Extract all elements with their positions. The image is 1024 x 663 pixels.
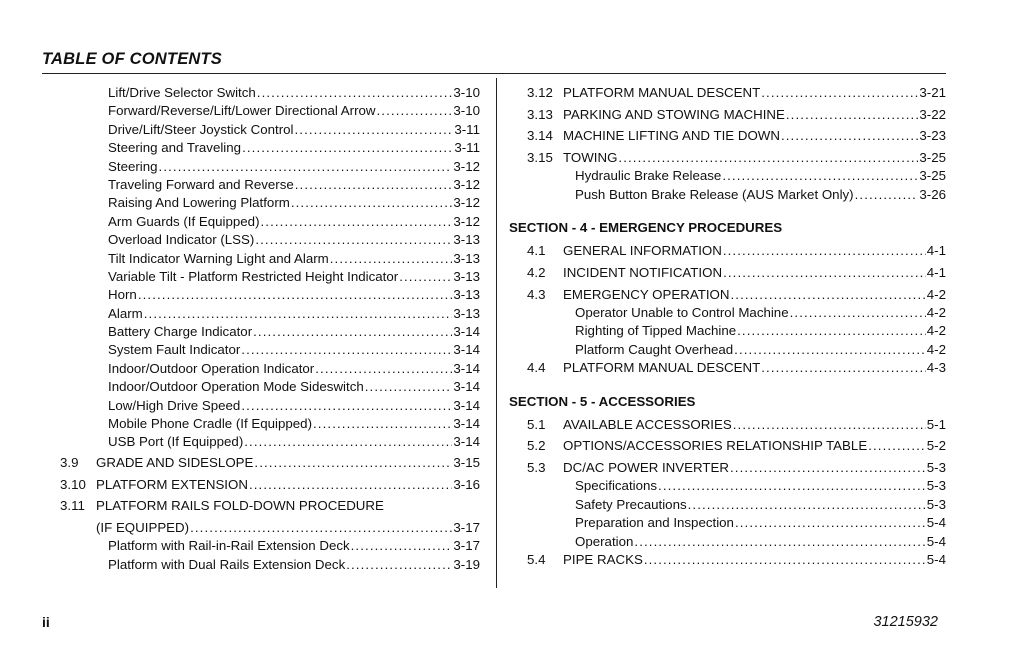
toc-entry[interactable] [60, 360, 480, 378]
toc-entry-page: 4-1 [926, 243, 946, 259]
toc-entry[interactable] [60, 454, 480, 472]
toc-entry-page: 3-16 [453, 476, 480, 492]
toc-entry-page: 3-14 [453, 397, 480, 413]
toc-entry-title: PLATFORM MANUAL DESCENT [563, 85, 761, 100]
toc-entry-number: 4.2 [527, 264, 546, 280]
toc-entry[interactable] [60, 537, 480, 555]
toc-entry-title: PARKING AND STOWING MACHINE [563, 106, 785, 122]
dot-leader [365, 378, 453, 396]
toc-entry[interactable] [60, 341, 480, 359]
dot-leader [241, 341, 452, 359]
dot-leader [254, 454, 452, 472]
toc-entry-number: 5.2 [527, 438, 546, 454]
toc-entry[interactable] [509, 322, 946, 340]
toc-entry[interactable] [60, 139, 480, 157]
toc-entry-title: Battery Charge Indicator [108, 324, 253, 340]
toc-entry-number: 3.15 [527, 150, 553, 166]
toc-entry-title: Raising And Lowering Platform [108, 195, 290, 211]
toc-entry-title: EMERGENCY OPERATION [563, 286, 730, 302]
toc-entry-number: 3.10 [60, 476, 86, 492]
toc-entry-title: Overload Indicator (LSS) [108, 232, 255, 248]
toc-entry-page: 3-12 [453, 158, 480, 174]
toc-entry-title: GRADE AND SIDESLOPE [96, 454, 254, 470]
toc-entry[interactable] [60, 102, 480, 120]
toc-entry[interactable] [509, 84, 946, 102]
toc-entry[interactable] [60, 250, 480, 268]
toc-entry[interactable] [60, 213, 480, 231]
toc-entry-title: GENERAL INFORMATION [563, 243, 722, 259]
dot-leader [144, 305, 453, 323]
section-3-continued [509, 84, 946, 204]
toc-entry-page: 5-1 [926, 416, 946, 432]
toc-entry-title: Lift/Drive Selector Switch [108, 85, 256, 100]
toc-entry-page: 3-12 [453, 195, 480, 211]
toc-entry[interactable] [60, 556, 480, 574]
dot-leader [722, 167, 918, 185]
toc-entry-title: INCIDENT NOTIFICATION [563, 264, 723, 280]
toc-entry[interactable] [60, 433, 480, 451]
left-column [60, 84, 480, 574]
toc-entry-page: 3-14 [453, 324, 480, 340]
dot-leader [257, 84, 453, 102]
toc-entry[interactable] [509, 149, 946, 167]
toc-entry-title: PIPE RACKS [563, 551, 643, 567]
toc-entry-title: MACHINE LIFTING AND TIE DOWN [563, 128, 780, 144]
page-number: ii [42, 614, 50, 630]
toc-entry[interactable] [60, 158, 480, 176]
toc-entry-title: Operation [575, 533, 634, 549]
toc-entry[interactable] [60, 305, 480, 323]
toc-entry-title: PLATFORM MANUAL DESCENT [563, 360, 761, 376]
toc-entry[interactable] [60, 497, 480, 515]
dot-leader [855, 186, 919, 204]
dot-leader [159, 158, 453, 176]
toc-entry-title: Steering [108, 158, 158, 174]
toc-entry-page: 3-21 [919, 85, 946, 100]
section-5-heading: SECTION - 5 - ACCESSORIES [509, 393, 696, 409]
toc-entry[interactable] [60, 378, 480, 396]
column-divider [496, 78, 497, 588]
dot-leader [723, 264, 926, 282]
toc-entry-page: 3-23 [919, 128, 946, 144]
toc-entry[interactable] [509, 286, 946, 304]
toc-entry[interactable] [509, 304, 946, 322]
toc-entry-title: Forward/Reverse/Lift/Lower Directional Arrow [108, 103, 376, 119]
dot-leader [253, 323, 452, 341]
toc-entry-number: 4.3 [527, 286, 546, 302]
toc-entry[interactable] [509, 359, 946, 377]
toc-entry-title: Variable Tilt - Platform Restricted Height Indicator [108, 268, 399, 284]
toc-entry-page: 3-11 [454, 140, 480, 156]
toc-entry[interactable] [60, 176, 480, 194]
dot-leader [761, 359, 926, 377]
toc-entry-page: 5-3 [926, 496, 946, 512]
dot-leader [190, 519, 452, 537]
dot-leader [346, 556, 452, 574]
dot-leader [735, 514, 926, 532]
dot-leader [634, 533, 925, 551]
dot-leader [138, 286, 453, 304]
section-4-heading: SECTION - 4 - EMERGENCY PROCEDURES [509, 220, 783, 236]
toc-entry-page: 5-2 [926, 438, 946, 454]
dot-leader [261, 213, 453, 231]
toc-entry-page: 3-10 [453, 103, 480, 119]
dot-leader [249, 476, 452, 494]
dot-leader [315, 360, 452, 378]
toc-entry-title: System Fault Indicator [108, 342, 241, 358]
toc-entry-page: 4-2 [926, 341, 946, 357]
dot-leader [730, 459, 926, 477]
dot-leader [761, 84, 918, 102]
dot-leader [295, 176, 453, 194]
toc-entry[interactable] [60, 476, 480, 494]
toc-entry-number: 3.9 [60, 454, 79, 470]
toc-entry-page: 3-11 [454, 121, 480, 137]
toc-entry-number: 3.11 [60, 498, 85, 514]
dot-leader [244, 433, 452, 451]
toc-entry[interactable] [60, 194, 480, 212]
dot-leader [733, 416, 926, 434]
toc-entry[interactable] [509, 514, 946, 532]
title-rule [42, 73, 946, 74]
toc-entry-title: Tilt Indicator Warning Light and Alarm [108, 250, 329, 266]
toc-entry-title: Steering and Traveling [108, 140, 242, 156]
toc-entry-page: 3-25 [919, 168, 946, 184]
toc-entry-page: 3-14 [453, 379, 480, 395]
toc-entry-page: 3-13 [453, 268, 480, 284]
toc-entry-title: Push Button Brake Release (AUS Market Only) [575, 186, 854, 202]
toc-entry-page: 4-1 [926, 264, 946, 280]
toc-entry[interactable] [509, 167, 946, 185]
toc-entry-page: 3-19 [453, 556, 480, 572]
toc-entry-title: Indoor/Outdoor Operation Mode Sideswitch [108, 379, 364, 395]
dot-leader [294, 121, 453, 139]
toc-entry-page: 3-25 [919, 150, 946, 166]
toc-entry-title: Safety Precautions [575, 496, 687, 512]
dot-leader [242, 139, 453, 157]
toc-entry-title: USB Port (If Equipped) [108, 434, 244, 450]
toc-entry-title: Operator Unable to Control Machine [575, 305, 789, 320]
toc-entry-title: Platform with Dual Rails Extension Deck [108, 556, 346, 572]
toc-entry[interactable] [509, 186, 946, 204]
toc-entry-title: Righting of Tipped Machine [575, 323, 737, 339]
dot-leader [255, 231, 452, 249]
dot-leader [644, 551, 926, 569]
dot-leader [730, 286, 925, 304]
toc-entry[interactable] [60, 121, 480, 139]
toc-entry[interactable] [509, 127, 946, 145]
toc-entry-number: 3.12 [527, 85, 553, 100]
toc-entry-title: Drive/Lift/Steer Joystick Control [108, 121, 294, 137]
dot-leader [781, 127, 918, 145]
toc-entry-page: 4-3 [926, 360, 946, 376]
toc-entry-number: 5.3 [527, 459, 546, 475]
toc-entry-page: 3-14 [453, 434, 480, 450]
toc-entry-page: 4-2 [926, 305, 946, 320]
dot-leader [241, 397, 452, 415]
toc-entry-title: PLATFORM RAILS FOLD-DOWN PROCEDURE [96, 498, 384, 514]
toc-entry[interactable] [60, 84, 480, 102]
toc-entry-page: 3-12 [453, 213, 480, 229]
toc-entry-page: 3-13 [453, 287, 480, 303]
toc-entry-title: OPTIONS/ACCESSORIES RELATIONSHIP TABLE [563, 438, 868, 454]
toc-entry-number: 4.1 [527, 243, 546, 259]
toc-entry-page: 5-4 [926, 515, 946, 531]
dot-leader [737, 322, 926, 340]
dot-leader [786, 106, 918, 124]
toc-entry-page: 5-4 [926, 551, 946, 567]
toc-entry[interactable] [509, 477, 946, 495]
toc-entry-title: Traveling Forward and Reverse [108, 176, 294, 192]
toc-entry[interactable] [509, 533, 946, 551]
page-title: TABLE OF CONTENTS [42, 50, 223, 68]
toc-entry-title: Horn [108, 287, 137, 303]
toc-entry-number: 3.13 [527, 106, 553, 122]
toc-entry[interactable] [509, 106, 946, 124]
toc-entry-number: 4.4 [527, 360, 546, 376]
toc-entry-page: 5-3 [926, 478, 946, 494]
toc-entry-number: 5.4 [527, 551, 546, 567]
dot-leader [723, 242, 926, 260]
toc-entry[interactable] [60, 286, 480, 304]
toc-entry-page: 3-13 [453, 305, 480, 321]
toc-entry-title: Arm Guards (If Equipped) [108, 213, 260, 229]
toc-entry-title: Hydraulic Brake Release [575, 168, 722, 184]
toc-entry-page: 3-26 [919, 186, 946, 202]
toc-entry-title: PLATFORM EXTENSION [96, 476, 248, 492]
dot-leader [868, 437, 926, 455]
toc-entry[interactable] [60, 268, 480, 286]
toc-entry[interactable] [509, 341, 946, 359]
toc-entry-title: Mobile Phone Cradle (If Equipped) [108, 416, 313, 432]
dot-leader [377, 102, 453, 120]
dot-leader [734, 341, 926, 359]
toc-entry-page: 3-12 [453, 176, 480, 192]
toc-entry-title: AVAILABLE ACCESSORIES [563, 416, 732, 432]
toc-entry[interactable] [509, 459, 946, 477]
toc-entry-page: 3-13 [453, 232, 480, 248]
dot-leader [399, 268, 452, 286]
toc-entry[interactable] [509, 496, 946, 514]
toc-entry-page: 3-14 [453, 416, 480, 432]
dot-leader [351, 537, 453, 555]
toc-entry-number: 3.14 [527, 128, 553, 144]
dot-leader [688, 496, 926, 514]
toc-entry-page: 4-2 [926, 323, 946, 339]
toc-entry-title: Platform Caught Overhead [575, 341, 734, 357]
toc-entry-page: 3-10 [453, 85, 480, 100]
toc-entry[interactable] [60, 415, 480, 433]
toc-entry-page: 3-14 [453, 360, 480, 376]
toc-entry-title: Indoor/Outdoor Operation Indicator [108, 360, 315, 376]
section-4-entries [509, 242, 946, 377]
toc-entry-page: 3-17 [453, 538, 480, 554]
toc-entry-title: Specifications [575, 478, 658, 494]
dot-leader [313, 415, 452, 433]
toc-entry-page: 3-13 [453, 250, 480, 266]
toc-entry-page: 3-15 [453, 454, 480, 470]
toc-entry[interactable] [60, 323, 480, 341]
toc-entry[interactable] [60, 397, 480, 415]
toc-entry-title: (IF EQUIPPED) [96, 520, 190, 536]
toc-entry-title: Preparation and Inspection [575, 515, 734, 531]
dot-leader [790, 304, 926, 322]
toc-entry-title: TOWING [563, 150, 618, 166]
right-column [509, 84, 946, 569]
toc-entry-title: DC/AC POWER INVERTER [563, 459, 729, 475]
dot-leader [618, 149, 918, 167]
toc-entry-title: Platform with Rail-in-Rail Extension Deck [108, 538, 350, 554]
toc-entry[interactable] [509, 437, 946, 455]
document-number: 31215932 [873, 614, 938, 630]
toc-entry-title: Low/High Drive Speed [108, 397, 241, 413]
toc-entry[interactable] [509, 416, 946, 434]
toc-entry-page: 3-17 [453, 520, 480, 536]
dot-leader [291, 194, 453, 212]
toc-entry-page: 4-2 [926, 286, 946, 302]
toc-entry[interactable] [509, 551, 946, 569]
toc-entry[interactable] [60, 519, 480, 537]
toc-entry[interactable] [509, 242, 946, 260]
section-5-entries [509, 416, 946, 570]
toc-entry-page: 3-14 [453, 342, 480, 358]
toc-entry-title: Alarm [108, 305, 143, 321]
toc-entry-number: 5.1 [527, 416, 546, 432]
toc-entry-page: 3-22 [919, 106, 946, 122]
toc-entry-page: 5-3 [926, 459, 946, 475]
toc-entry-page: 5-4 [926, 533, 946, 549]
dot-leader [330, 250, 453, 268]
toc-entry[interactable] [509, 264, 946, 282]
dot-leader [658, 477, 926, 495]
toc-entry[interactable] [60, 231, 480, 249]
